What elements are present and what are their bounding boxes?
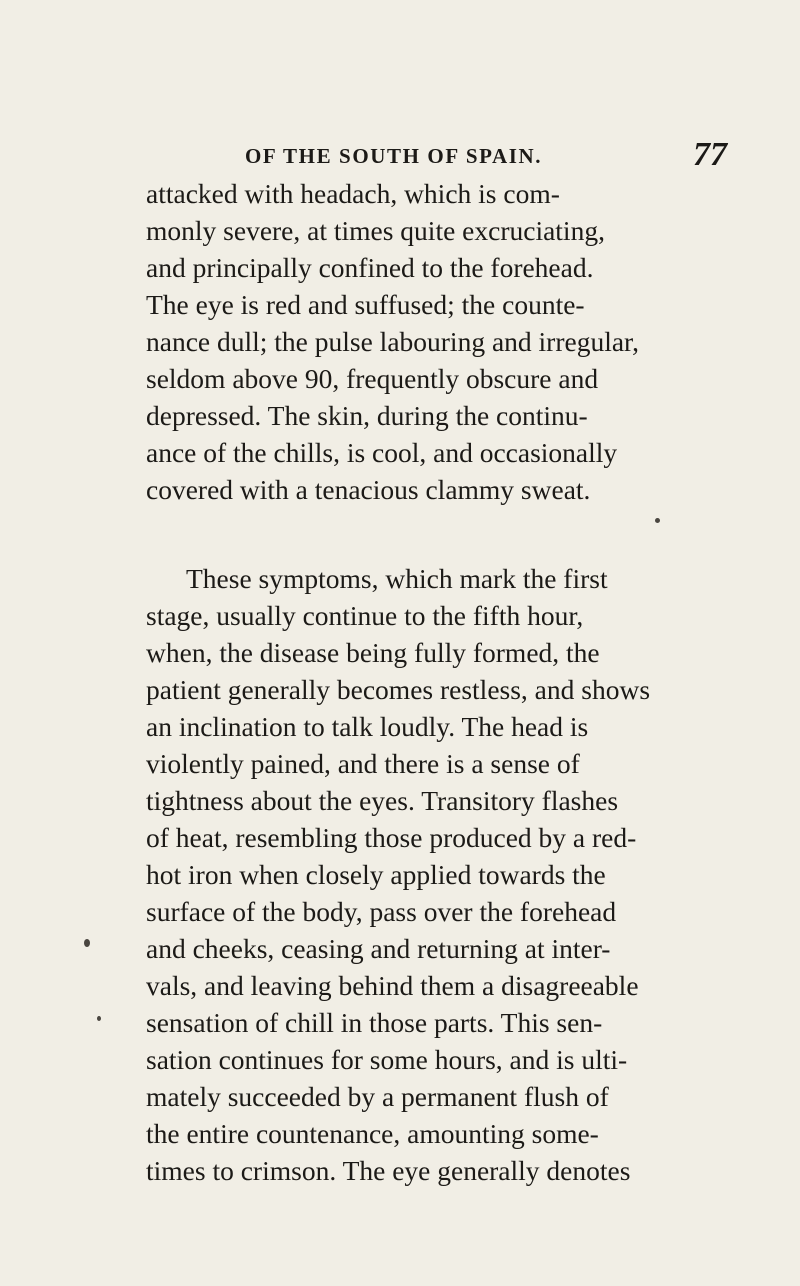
text-line: nance dull; the pulse labouring and irregular, bbox=[146, 326, 639, 357]
running-title: OF THE SOUTH OF SPAIN. bbox=[245, 144, 543, 168]
text-line: seldom above 90, frequently obscure and bbox=[146, 363, 599, 394]
text-line: attacked with headach, which is com- bbox=[146, 178, 560, 209]
text-line: the entire countenance, amounting some- bbox=[146, 1118, 599, 1149]
text-line: depressed. The skin, during the continu- bbox=[146, 400, 588, 431]
text-line: mately succeeded by a permanent flush of bbox=[146, 1081, 609, 1112]
text-line: tightness about the eyes. Transitory flashes bbox=[146, 785, 619, 816]
text-line: These symptoms, which mark the first bbox=[186, 563, 608, 594]
running-head bbox=[245, 136, 725, 176]
text-line: patient generally becomes restless, and shows bbox=[146, 674, 651, 705]
text-line: and principally confined to the forehead. bbox=[146, 252, 594, 283]
text-line: stage, usually continue to the fifth hour, bbox=[146, 600, 584, 631]
text-line: times to crimson. The eye generally denotes bbox=[146, 1155, 631, 1186]
text-line: violently pained, and there is a sense of bbox=[146, 748, 580, 779]
ink-speck bbox=[655, 518, 660, 523]
text-line: ance of the chills, is cool, and occasionally bbox=[146, 437, 618, 468]
page-number: 77 bbox=[693, 136, 727, 173]
text-line: sensation of chill in those parts. This sen- bbox=[146, 1007, 603, 1038]
ink-speck bbox=[84, 939, 90, 947]
text-line: surface of the body, pass over the forehead bbox=[146, 896, 617, 927]
text-line: hot iron when closely applied towards the bbox=[146, 859, 606, 890]
text-line: of heat, resembling those produced by a red- bbox=[146, 822, 637, 853]
text-line: The eye is red and suffused; the counte- bbox=[146, 289, 585, 320]
text-line: sation continues for some hours, and is ulti- bbox=[146, 1044, 628, 1075]
ink-speck bbox=[97, 1016, 101, 1021]
text-line: an inclination to talk loudly. The head is bbox=[146, 711, 589, 742]
text-line: and cheeks, ceasing and returning at inter- bbox=[146, 933, 611, 964]
text-line: vals, and leaving behind them a disagreeable bbox=[146, 970, 639, 1001]
text-line: covered with a tenacious clammy sweat. bbox=[146, 474, 591, 505]
text-line: when, the disease being fully formed, the bbox=[146, 637, 600, 668]
text-line: monly severe, at times quite excruciating, bbox=[146, 215, 605, 246]
